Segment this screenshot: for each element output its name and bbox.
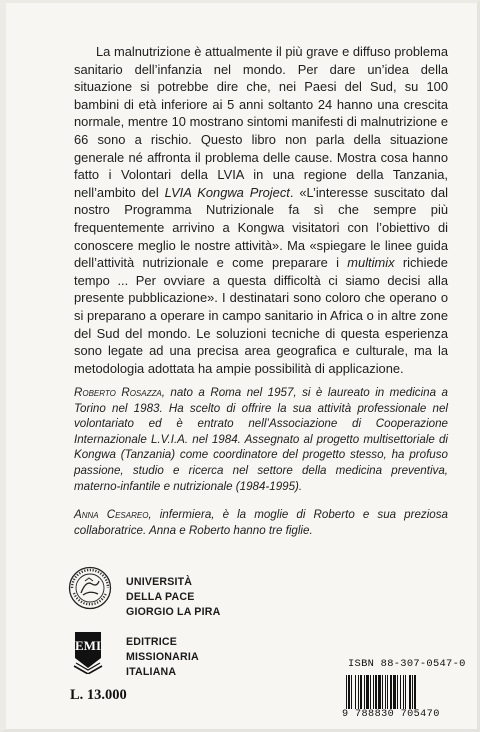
author-bio-roberto-text: , nato a Roma nel 1957, si è laureato in medicina a Torino nel 1983. Ha scelto di offrire la sua attività professionale nel volontariato ed è entrato nell’Associazione di Cooperazione Internazionale L.V.I.A. nel 1984. Assegnato al progetto multisettoriale di Kongwa (Tanzania) come coordinatore del progetto stesso, ha profuso passione, studio e ricerca nel settore della medicina preventiva, materno-infantile e nutrizionale (1984-1995). [74, 386, 448, 493]
blurb-text [74, 43, 448, 377]
publisher-line-2: MISSIONARIA [126, 650, 199, 663]
emi-logo-text: EMI [75, 638, 101, 653]
author-bio-anna-text: , infermiera, è la moglie di Roberto e sua preziosa collaboratrice. Anna e Roberto hanno tre figlie. [74, 508, 448, 537]
publisher-line-1: EDITRICE [126, 636, 178, 648]
publisher-line-3: ITALIANA [126, 665, 177, 678]
author-bio-anna [74, 507, 448, 538]
price-label: L. 13.000 [70, 687, 127, 703]
university-name [126, 575, 220, 619]
isbn-label: ISBN 88-307-0547-0 [348, 658, 466, 670]
blurb-part-1: La malnutrizione è attualmente il più grave e diffuso problema sanitario dell’infanzia nel mondo. Per dare un’idea della situazione si potrebbe dire che, nei Paesi del Sud, su 100 bambini di età inferiore ai 5 anni soltanto 24 hanno una crescita normale, mentre 10 mostrano sintomi manifesti di malnutrizione e 66 sono a rischio. Questo libro non parla della situazione generale né affronta il problema delle cause. Mostra cosa hanno fatto i Volontari della LVIA in una regione della Tanzania, nell’ambito del [74, 44, 448, 200]
blurb-part-2: . «L’interesse suscitato dal nostro Programma Nutrizionale fa sì che sempre più frequentemente arrivino a Kongwa visitatori con l’obiettivo di conoscere meglio le nostre attività». Ma «spiegare le linee guida dell’attività nutrizionale e come preparare i [74, 184, 448, 271]
author-name-anna: Anna Cesareo [74, 508, 149, 521]
blurb-part-3: richiede tempo ... Per ovviare a questa difficoltà ci siamo decisi alla presente pubblicazione». I destinatari sono coloro che operano o si preparano a operare in campo sanitario in Africa o in altre zone del Sud del mondo. Le soluzioni tecniche di questa esperienza sono legate ad una precisa area geografica e culturale, ma la metodologia adottata ha ampie possibilità di applicazione. [74, 255, 448, 376]
barcode-number: 9 788830 705470 [342, 709, 440, 720]
barcode-icon [344, 675, 448, 709]
author-bio-roberto [74, 385, 448, 494]
emi-logo-icon [72, 630, 104, 674]
university-line-2: DELLA PACE [126, 590, 195, 603]
university-line-1: UNIVERSITÀ [126, 576, 193, 588]
blurb-multimix: multimix [347, 255, 395, 271]
blurb-project-name: LVIA Kongwa Project [164, 184, 290, 200]
university-line-3: GIORGIO LA PIRA [126, 605, 221, 618]
university-seal-icon [68, 566, 112, 610]
publisher-name [126, 635, 199, 679]
author-name-roberto: Roberto Rosazza [74, 386, 162, 399]
